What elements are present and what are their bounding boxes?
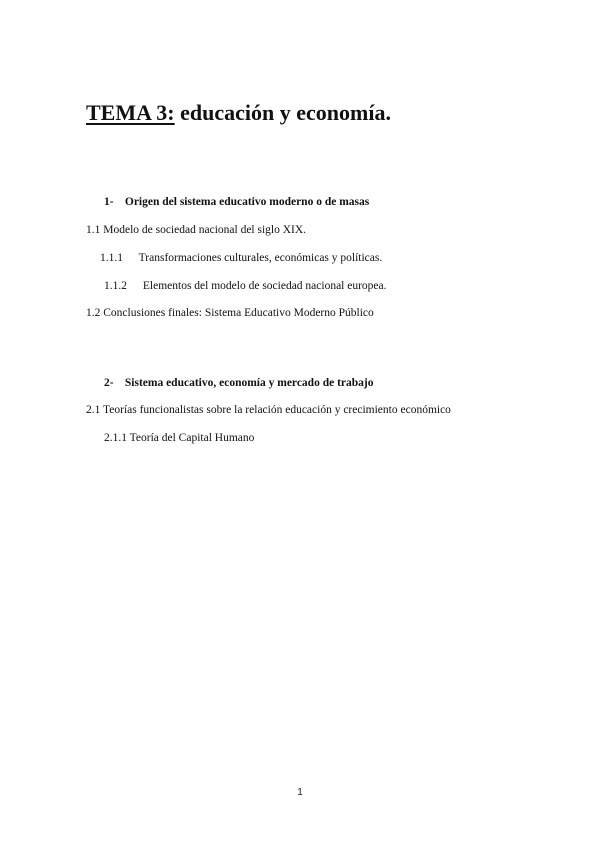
item-text: Teoría del Capital Humano — [129, 432, 255, 444]
document-title — [86, 100, 391, 126]
title-text: educación y economía. — [180, 100, 391, 125]
section-number: 1- — [104, 196, 114, 208]
list-item — [104, 280, 387, 292]
item-number: 2.1.1 — [104, 432, 127, 444]
item-text: Teorías funcionalistas sobre la relación educación y crecimiento económico — [103, 404, 451, 416]
section-title: Sistema educativo, economía y mercado de trabajo — [124, 377, 374, 389]
list-item — [104, 432, 254, 444]
list-item — [86, 307, 374, 319]
item-number: 1.1 — [86, 224, 101, 236]
item-text: Elementos del modelo de sociedad nacional europea. — [142, 280, 387, 292]
section-title: Origen del sistema educativo moderno o de masas — [124, 196, 370, 208]
list-item — [100, 252, 382, 264]
item-number: 1.1.2 — [104, 280, 127, 292]
item-text: Transformaciones culturales, económicas y políticas. — [138, 252, 383, 264]
section-number: 2- — [104, 377, 114, 389]
item-number: 2.1 — [86, 404, 101, 416]
list-item — [86, 404, 451, 416]
title-prefix: TEMA 3: — [86, 100, 175, 125]
item-number: 1.2 — [86, 307, 101, 319]
section-heading-2 — [104, 377, 373, 389]
page-number: 1 — [297, 787, 303, 798]
item-text: Modelo de sociedad nacional del siglo XIX. — [103, 224, 307, 236]
list-item — [86, 224, 306, 236]
item-number: 1.1.1 — [100, 252, 123, 264]
item-text: Conclusiones finales: Sistema Educativo Moderno Público — [103, 307, 374, 319]
section-heading-1 — [104, 196, 369, 208]
